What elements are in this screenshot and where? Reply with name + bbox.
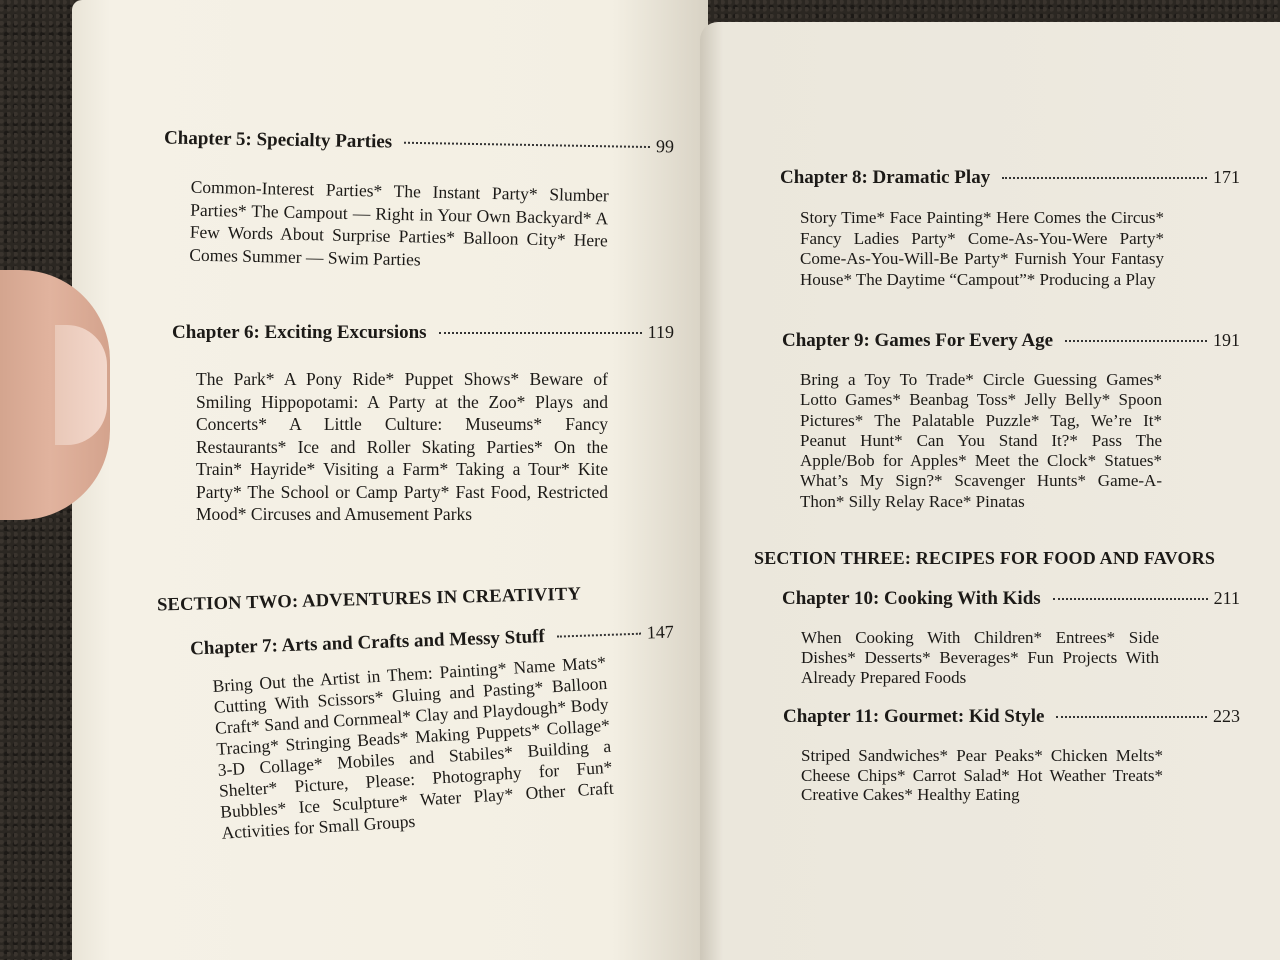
chapter-title: Chapter 6: Exciting Excursions [172, 322, 427, 343]
chapter-7-description: Bring Out the Artist in Them: Painting* Name Mats* Cutting With Scissors* Gluing and Pasting* Balloon Craft* Sand and Cornmeal* Clay and Playdough* Body Tracing* Stringing Beads* Making Puppets* Collage* 3-D Collage* Mobiles and Stabiles* Building a Shelter* Picture, Please: Photography for Fun* Bubbles* Ice Sculpture* Water Play* Other Craft Activities for Small Groups [212, 651, 615, 843]
chapter-6-heading [172, 322, 674, 344]
chapter-11-heading [783, 706, 1240, 728]
chapter-9-heading [782, 330, 1240, 352]
right-page [700, 22, 1280, 960]
leader-dots [1065, 339, 1207, 342]
page-number: 223 [1213, 706, 1240, 726]
chapter-8-description: Story Time* Face Painting* Here Comes the Circus* Fancy Ladies Party* Come-As-You-Were Party* Come-As-You-Will-Be Party* Furnish Your Fantasy House* The Daytime “Campout”* Producing a Play [800, 208, 1164, 289]
chapter-title: Chapter 8: Dramatic Play [780, 167, 991, 188]
chapter-5-heading [164, 128, 674, 159]
chapter-11-description: Striped Sandwiches* Pear Peaks* Chicken Melts* Cheese Chips* Carrot Salad* Hot Weather Treats* Creative Cakes* Healthy Eating [801, 746, 1163, 804]
chapter-title: Chapter 9: Games For Every Age [782, 330, 1054, 351]
page-number: 211 [1213, 588, 1240, 608]
page-number: 171 [1213, 167, 1240, 187]
thumb-nail [55, 325, 107, 445]
page-number: 99 [655, 136, 675, 157]
leader-dots [1056, 715, 1207, 718]
left-page [72, 0, 708, 960]
page-number: 191 [1213, 330, 1240, 350]
chapter-5-description: Common-Interest Parties* The Instant Party* Slumber Parties* The Campout — Right in Your Own Backyard* A Few Words About Surprise Parties* Balloon City* Here Comes Summer — Swim Parties [189, 176, 609, 269]
chapter-10-heading [782, 588, 1240, 610]
chapter-title: Chapter 11: Gourmet: Kid Style [783, 706, 1045, 727]
chapter-title: Chapter 10: Cooking With Kids [782, 588, 1041, 609]
section-three-heading: SECTION THREE: RECIPES FOR FOOD AND FAVORS [754, 548, 1216, 568]
leader-dots [1002, 176, 1207, 179]
chapter-10-description: When Cooking With Children* Entrees* Side Dishes* Desserts* Beverages* Fun Projects With Already Prepared Foods [801, 628, 1159, 687]
leader-dots [1053, 597, 1208, 600]
chapter-9-description: Bring a Toy To Trade* Circle Guessing Games* Lotto Games* Beanbag Toss* Jelly Belly* Spoon Pictures* The Palatable Puzzle* Tag, We’re It* Peanut Hunt* Can You Stand It?* Pass The Apple/Bob for Apples* Meet the Clock* Statues* What’s My Sign?* Scavenger Hunts* Game-A-Thon* Silly Relay Race* Pinatas [800, 370, 1162, 511]
chapter-8-heading [780, 167, 1240, 189]
chapter-title: Chapter 5: Specialty Parties [163, 127, 393, 153]
section-two-heading: SECTION TWO: ADVENTURES IN CREATIVITY [156, 584, 582, 616]
page-number: 119 [647, 322, 674, 342]
leader-dots [404, 141, 650, 148]
leader-dots [557, 632, 641, 638]
chapter-6-description: The Park* A Pony Ride* Puppet Shows* Beware of Smiling Hippopotami: A Party at the Zoo* Plays and Concerts* A Little Culture: Museums* Fancy Restaurants* Ice and Roller Skating Parties* On the Train* Hayride* Visiting a Farm* Taking a Tour* Kite Party* The School or Camp Party* Fast Food, Restricted Mood* Circuses and Amusement Parks [196, 369, 608, 524]
page-number: 147 [646, 621, 675, 643]
leader-dots [439, 331, 642, 334]
chapter-title: Chapter 7: Arts and Crafts and Messy Stuff [189, 626, 546, 660]
